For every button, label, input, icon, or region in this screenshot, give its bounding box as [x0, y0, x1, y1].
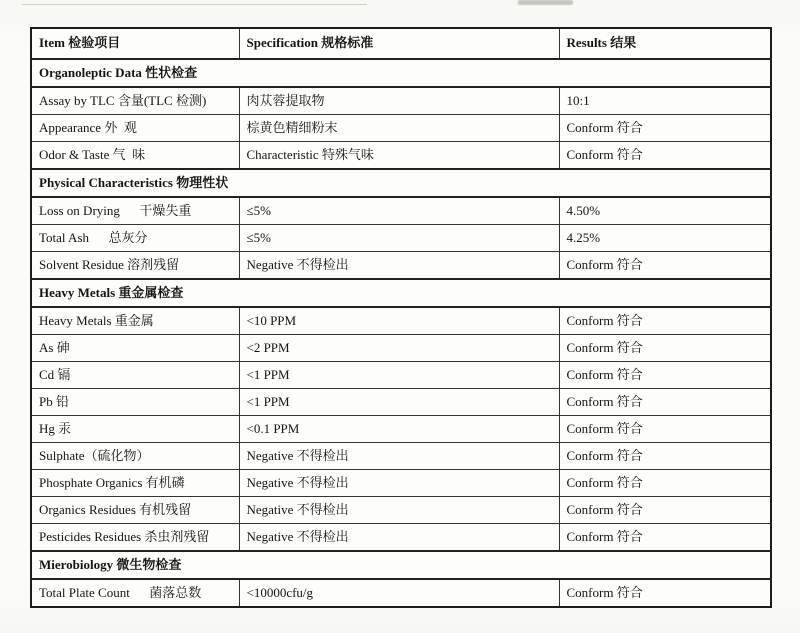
spec-cell: <2 PPM — [239, 335, 559, 362]
result-cell: Conform 符合 — [559, 497, 771, 524]
item-cell: Total Plate Count 菌落总数 — [31, 579, 239, 607]
column-header-item: Item 检验项目 — [31, 28, 239, 59]
result-cell: 4.50% — [559, 197, 771, 225]
item-cell: Total Ash 总灰分 — [31, 225, 239, 252]
spec-cell: Negative 不得检出 — [239, 497, 559, 524]
spec-cell: <1 PPM — [239, 362, 559, 389]
table-row — [31, 443, 771, 470]
item-cell: Pb 铅 — [31, 389, 239, 416]
item-cell: Sulphate（硫化物） — [31, 443, 239, 470]
coa-table — [30, 27, 772, 608]
result-cell: Conform 符合 — [559, 362, 771, 389]
spec-cell: Negative 不得检出 — [239, 252, 559, 280]
result-cell: Conform 符合 — [559, 389, 771, 416]
coa-table-body — [31, 59, 771, 607]
spec-cell: ≤5% — [239, 197, 559, 225]
result-cell: Conform 符合 — [559, 115, 771, 142]
spec-cell: <10000cfu/g — [239, 579, 559, 607]
table-row — [31, 225, 771, 252]
item-cell: Organics Residues 有机残留 — [31, 497, 239, 524]
table-row — [31, 524, 771, 552]
spec-cell: <10 PPM — [239, 307, 559, 335]
table-row — [31, 497, 771, 524]
result-cell: Conform 符合 — [559, 443, 771, 470]
table-row — [31, 142, 771, 170]
item-cell: Cd 镉 — [31, 362, 239, 389]
spec-cell: Characteristic 特殊气味 — [239, 142, 559, 170]
item-cell: Appearance 外 观 — [31, 115, 239, 142]
spec-cell: ≤5% — [239, 225, 559, 252]
spec-cell: 肉苁蓉提取物 — [239, 87, 559, 115]
table-row — [31, 389, 771, 416]
section-row — [31, 279, 771, 307]
table-row — [31, 416, 771, 443]
result-cell: 10:1 — [559, 87, 771, 115]
table-row — [31, 335, 771, 362]
item-cell: Odor & Taste 气 味 — [31, 142, 239, 170]
result-cell: 4.25% — [559, 225, 771, 252]
spec-cell: Negative 不得检出 — [239, 524, 559, 552]
spec-cell: 棕黄色精细粉末 — [239, 115, 559, 142]
item-cell: As 砷 — [31, 335, 239, 362]
result-cell: Conform 符合 — [559, 579, 771, 607]
result-cell: Conform 符合 — [559, 142, 771, 170]
section-row — [31, 59, 771, 87]
item-cell: Assay by TLC 含量(TLC 检测) — [31, 87, 239, 115]
table-row — [31, 579, 771, 607]
section-label: Physical Characteristics 物理性状 — [31, 169, 771, 197]
spec-cell: Negative 不得检出 — [239, 443, 559, 470]
table-row — [31, 197, 771, 225]
item-cell: Pesticides Residues 杀虫剂残留 — [31, 524, 239, 552]
table-row — [31, 362, 771, 389]
item-cell: Phosphate Organics 有机磷 — [31, 470, 239, 497]
table-row — [31, 307, 771, 335]
result-cell: Conform 符合 — [559, 252, 771, 280]
table-row — [31, 470, 771, 497]
column-header-specification: Specification 规格标准 — [239, 28, 559, 59]
spec-cell: Negative 不得检出 — [239, 470, 559, 497]
result-cell: Conform 符合 — [559, 470, 771, 497]
item-cell: Hg 汞 — [31, 416, 239, 443]
result-cell: Conform 符合 — [559, 524, 771, 552]
item-cell: Heavy Metals 重金属 — [31, 307, 239, 335]
scan-artifact-smudge — [518, 0, 573, 5]
header-row — [31, 28, 771, 59]
section-row — [31, 551, 771, 579]
result-cell: Conform 符合 — [559, 335, 771, 362]
spec-cell: <0.1 PPM — [239, 416, 559, 443]
section-label: Heavy Metals 重金属检查 — [31, 279, 771, 307]
item-cell: Loss on Drying 干燥失重 — [31, 197, 239, 225]
section-label: Organoleptic Data 性状检查 — [31, 59, 771, 87]
table-row — [31, 252, 771, 280]
item-cell: Solvent Residue 溶剂残留 — [31, 252, 239, 280]
scan-artifact-line — [22, 4, 367, 5]
result-cell: Conform 符合 — [559, 416, 771, 443]
section-row — [31, 169, 771, 197]
table-row — [31, 87, 771, 115]
coa-table-header — [31, 28, 771, 59]
spec-cell: <1 PPM — [239, 389, 559, 416]
section-label: Mierobiology 微生物检查 — [31, 551, 771, 579]
table-row — [31, 115, 771, 142]
result-cell: Conform 符合 — [559, 307, 771, 335]
column-header-results: Results 结果 — [559, 28, 771, 59]
